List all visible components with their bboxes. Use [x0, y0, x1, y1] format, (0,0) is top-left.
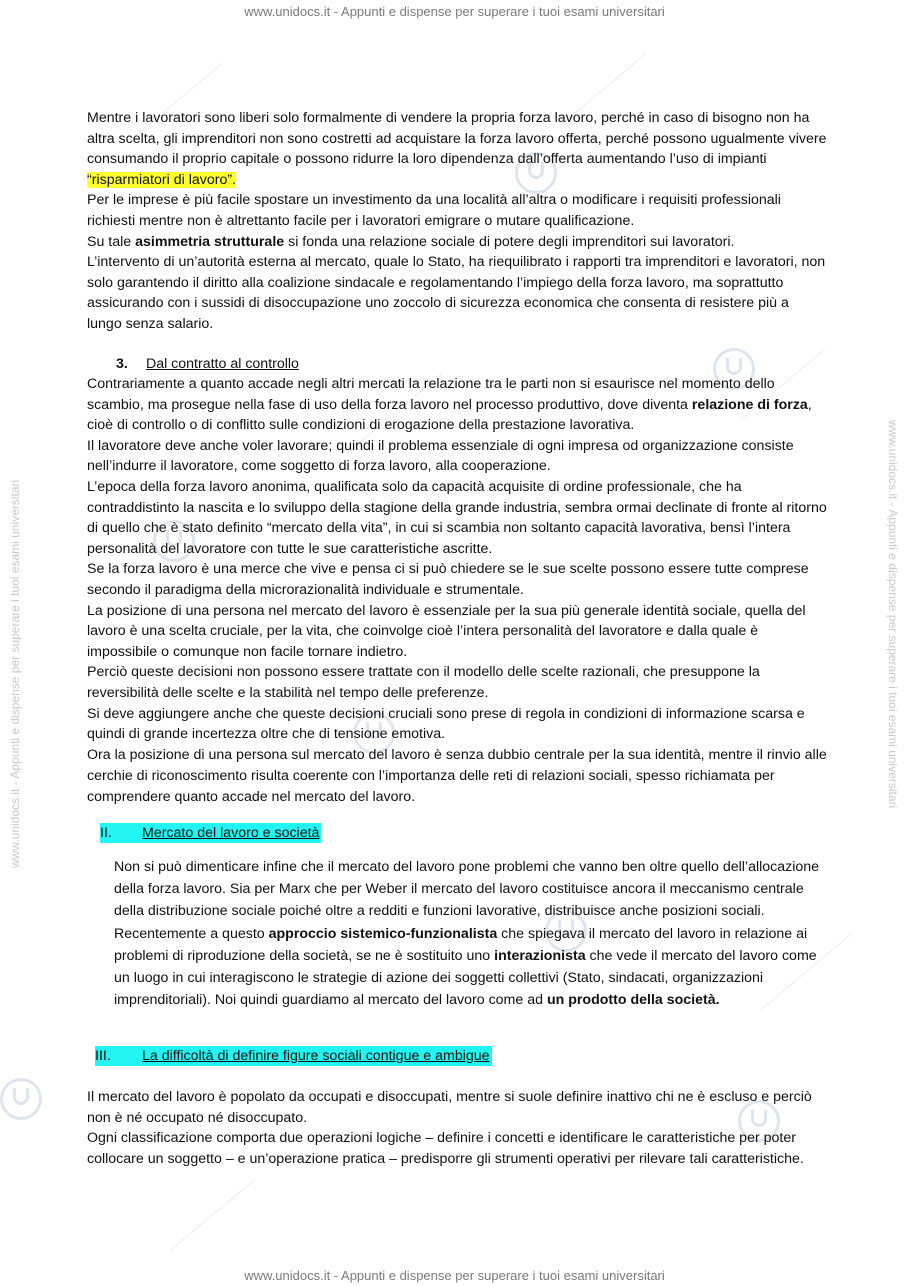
header-watermark: www.unidocs.it - Appunti e dispense per superare i tuoi esami universitari: [244, 4, 665, 19]
paragraph: Se la forza lavoro è una merce che vive e pensa ci si può chiedere se le sue scelte possono essere tutte comprese secondo il paradigma della microrazionalità individuale e strumentale.: [87, 561, 809, 598]
paragraph: Perciò queste decisioni non possono essere trattate con il modello delle scelte razionali, che presuppone la reversibilità delle scelte e la stabilità nel tempo delle preferenze.: [87, 664, 760, 701]
paragraph: Si deve aggiungere anche che queste decisioni cruciali sono prese di regola in condizioni di informazione scarsa e quindi di grande incertezza oltre che di tensione emotiva.: [87, 705, 805, 743]
bold-text: approccio sistemico-funzionalista: [268, 925, 498, 942]
paragraph-block-4: [87, 1087, 827, 1169]
bold-text: relazione di forza: [691, 396, 808, 413]
heading-title: La difficoltà di definire figure sociali contigue e ambigue: [142, 1048, 490, 1064]
left-side-watermark: www.unidocs.it - Appunti e dispense per superare i tuoi esami universitari: [8, 479, 22, 868]
text-run: si fonda una relazione sociale di potere degli imprenditori sui lavoratori.: [284, 233, 735, 250]
unidocs-logo-icon: [0, 1078, 42, 1120]
highlighted-text: “risparmiatori di lavoro”.: [87, 171, 237, 188]
section-heading-3: [116, 354, 299, 374]
heading-title: Mercato del lavoro e società: [142, 825, 320, 841]
paragraph: [114, 856, 826, 1011]
heading-number: 3.: [116, 356, 128, 372]
heading-number: II.: [100, 825, 112, 841]
bold-text: interazionista: [494, 947, 586, 964]
paragraph: [87, 108, 827, 190]
text-run: Su tale: [87, 233, 136, 250]
paragraph: L’epoca della forza lavoro anonima, qualificata solo da capacità acquisite di ordine professionale, che ha contraddistinto la nascita e lo sviluppo della stagione della grande industria, sembra ormai declinate di fronte al ritorno di quello che è stato definito “mercato della vita”, in cui si scambia non soltanto capacità lavorativa, bensì l’intera personalità del lavoratore con tutte le sue caratteristiche ascritte.: [87, 478, 827, 557]
text-run: che vede il mercato del lavoro come un luogo in cui interagiscono le strategie di azione dei soggetti collettivi (Stato, sindacati, organizzazioni imprenditoriali). Noi quindi guardiamo al mercato del lavoro come ad: [114, 947, 817, 1009]
footer-watermark: www.unidocs.it - Appunti e dispense per superare i tuoi esami universitari: [244, 1268, 665, 1283]
text-run: Contrariamente a quanto accade negli altri mercati la relazione tra le parti non si esaurisce nel momento dello scambio, ma prosegue nella fase di uso della forza lavoro nel processo produttivo, dove diventa: [87, 376, 775, 413]
text-run: Non si può dimenticare infine che il mercato del lavoro pone problemi che vanno ben oltre quello dell’allocazione della forza lavoro. Sia per Marx che per Weber il mercato del lavoro costituisce ancora il meccanismo centrale della distribuzione sociale poiché oltre a redditi e funzioni lavorative, distribuisce anche posizioni sociali. Recentemente a questo: [114, 859, 820, 942]
paragraph: Per le imprese è più facile spostare un investimento da una località all’altra o modificare i requisiti professionali richiesti mentre non è altrettanto facile per i lavoratori emigrare o mutare qualificazione.: [87, 192, 781, 229]
paragraph: [87, 374, 827, 436]
heading-title: Dal contratto al controllo: [145, 356, 299, 372]
text-run: , cioè di controllo o di conflitto sulle condizioni di erogazione della prestazione lavorativa.: [87, 396, 812, 434]
paragraph-block-3: [114, 856, 826, 1011]
paragraph: Il lavoratore deve anche voler lavorare; quindi il problema essenziale di ogni impresa od organizzazione consiste nell’indurre il lavoratore, come soggetto di forza lavoro, alla cooperazione.: [87, 437, 794, 475]
section-heading-III: [95, 1046, 492, 1066]
paragraph: Ora la posizione di una persona sul mercato del lavoro è senza dubbio centrale per la sua identità, mentre il rinvio alle cerchie di riconoscimento risulta coerente con l’importanza delle reti di relazioni sociali, spesso richiamata per comprendere quanto accade nel mercato del lavoro.: [87, 746, 827, 806]
paragraph: L’intervento di un’autorità esterna al mercato, quale lo Stato, ha riequilibrato i rapporti tra imprenditori e lavoratori, non solo garantendo il diritto alla coalizione sindacale e regolamentando l’impiego della forza lavoro, ma soprattutto assicurando con i sussidi di disoccupazione uno zoccolo di sicurezza economica che consenta di resistere più a lungo senza salario.: [87, 254, 826, 332]
paragraph-block-1: [87, 108, 827, 335]
bold-text: asimmetria strutturale: [135, 233, 285, 250]
watermark-line: [170, 1179, 255, 1250]
paragraph: La posizione di una persona nel mercato del lavoro è essenziale per la sua più generale identità sociale, quella del lavoro è una scelta cruciale, per la vita, che coinvolge cioè l’intera personalità del lavoratore e dalla quale è impossibile o comunque non facile tornare indietro.: [87, 602, 806, 660]
section-heading-II: [100, 823, 321, 843]
paragraph: Ogni classificazione comporta due operazioni logiche – definire i concetti e identificare le caratteristiche per poter collocare un soggetto – e un’operazione pratica – predisporre gli strumenti operativi per rilevare tali caratteristiche.: [87, 1130, 804, 1167]
text-run: che spiegava il mercato del lavoro in relazione ai problemi di riproduzione della società, se ne è sostituito uno: [114, 925, 808, 964]
paragraph-block-2: [87, 374, 827, 808]
heading-number: III.: [95, 1048, 111, 1064]
paragraph: [87, 232, 827, 253]
text-run: Mentre i lavoratori sono liberi solo formalmente di vendere la propria forza lavoro, perché in caso di bisogno non ha altra scelta, gli imprenditori non sono costretti ad acquistare la forza lavoro offerta, perché possono ugualmente vivere consumando il proprio capitale o possono ridurre la loro dipendenza dall’offerta aumentando l’uso di impianti: [87, 110, 827, 168]
right-side-watermark: www.unidocs.it - Appunti e dispense per superare i tuoi esami universitari: [886, 420, 900, 809]
paragraph: Il mercato del lavoro è popolato da occupati e disoccupati, mentre si suole definire inattivo chi ne è escluso e perciò non è né occupato né disoccupato.: [87, 1089, 812, 1126]
bold-text: un prodotto della società.: [546, 992, 720, 1009]
